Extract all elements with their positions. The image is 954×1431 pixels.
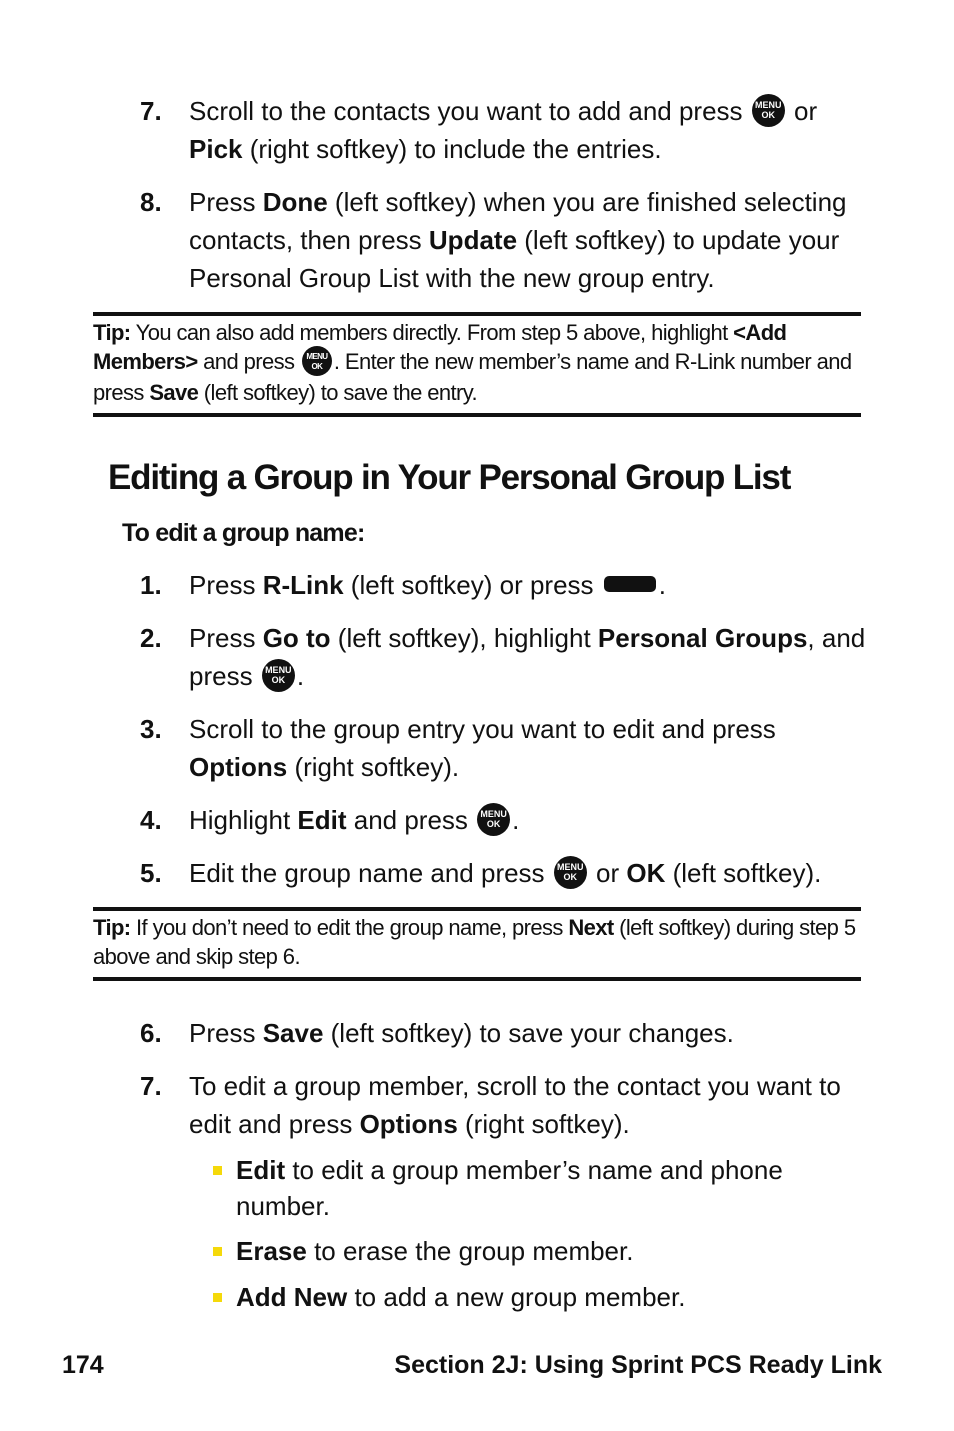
menu-ok-key-icon: MENU OK <box>752 94 785 127</box>
step-number: 5. <box>140 858 162 888</box>
bullet-text: Edit to edit a group member’s name and phone number. <box>236 1155 783 1221</box>
step-number: 8. <box>140 187 162 217</box>
step-text: Press Go to (left softkey), highlight Personal Groups, and press MENU OK . <box>189 623 866 691</box>
step-number: 1. <box>140 570 162 600</box>
tip-label: Tip: <box>93 320 131 345</box>
tip-box-add-members: Tip: You can also add members directly. From step 5 above, highlight <Add Members> and press MENU OK . Enter the new member’s name and R-Link number and press Save (left softkey) to save the entry. <box>93 312 861 417</box>
section-title-footer: Section 2J: Using Sprint PCS Ready Link <box>394 1351 882 1379</box>
step-text: Scroll to the group entry you want to edit and press Options (right softkey). <box>189 714 776 782</box>
section-heading: Editing a Group in Your Personal Group List <box>108 458 791 497</box>
bullet-square-icon <box>213 1293 222 1302</box>
navigation-key-icon <box>604 576 656 592</box>
step-text: Press Save (left softkey) to save your changes. <box>189 1018 734 1048</box>
menu-ok-key-icon: MENU OK <box>262 659 295 692</box>
bullet-square-icon <box>213 1166 222 1175</box>
menu-ok-key-icon: MENU OK <box>554 856 587 889</box>
menu-ok-key-icon: MENU OK <box>477 803 510 836</box>
procedure-subheading: To edit a group name: <box>122 519 365 547</box>
step-text: Press R-Link (left softkey) or press . <box>189 566 870 604</box>
bullet-text: Erase to erase the group member. <box>236 1236 634 1266</box>
step-number: 7. <box>140 96 162 126</box>
step-number: 2. <box>140 623 162 653</box>
step-number: 7. <box>140 1071 162 1101</box>
bullet-text: Add New to add a new group member. <box>236 1282 686 1312</box>
step-text: Press Done (left softkey) when you are finished selecting contacts, then press Update (left softkey) to update your Personal Group List with the new group entry. <box>189 187 847 293</box>
tip-box-skip-edit: Tip: If you don’t need to edit the group name, press Next (left softkey) during step 5 above and skip step 6. <box>93 907 861 981</box>
menu-ok-key-icon: MENU OK <box>302 346 332 376</box>
step-number: 4. <box>140 805 162 835</box>
step-text: Scroll to the contacts you want to add and press MENU OK or Pick (right softkey) to include the entries. <box>189 92 870 168</box>
bullet-square-icon <box>213 1247 222 1256</box>
page-number: 174 <box>62 1351 104 1379</box>
step-text: To edit a group member, scroll to the contact you want to edit and press Options (right softkey). <box>189 1071 841 1139</box>
step-number: 6. <box>140 1018 162 1048</box>
step-text: Highlight Edit and press MENU OK . <box>189 801 870 839</box>
tip-label: Tip: <box>93 915 131 940</box>
step-text: Edit the group name and press MENU OK or OK (left softkey). <box>189 854 870 892</box>
step-number: 3. <box>140 714 162 744</box>
